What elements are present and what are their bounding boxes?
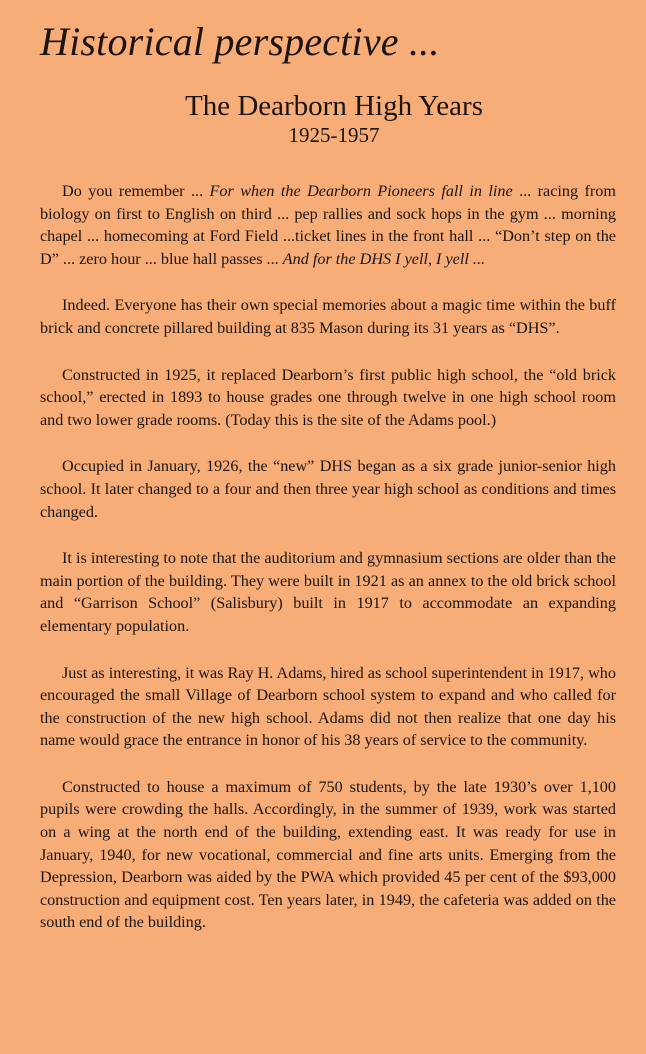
text-segment: Occupied in January, 1926, the “new” DHS began as a six grade junior-senior high school. It later changed to a four and then three year high school as conditions and times changed. <box>40 457 616 521</box>
text-segment: Constructed in 1925, it replaced Dearborn’s first public high school, the “old brick school,” erected in 1893 to house grades one through twelve in one high school room and two lower grade rooms. (Today this is the site of the Adams pool.) <box>40 365 616 429</box>
text-segment: Just as interesting, it was Ray H. Adams, hired as school superintendent in 1917, who encouraged the small Village of Dearborn school system to expand and who called for the construction of the new high school. Adams did not then realize that one day his name would grace the entrance in honor of his 38 years of service to the community. <box>40 663 616 750</box>
italic-text: For when the Dearborn Pioneers fall in line <box>209 182 513 200</box>
italic-text: And for the DHS I yell, I yell ... <box>282 249 486 268</box>
section-kicker: Historical perspective ... <box>40 19 440 64</box>
text-segment: Constructed to house a maximum of 750 students, by the late 1930’s over 1,100 pupils were crowding the halls. Accordingly, in the summer of 1939, work was started on a wing at the north end of the building, extending east. It was ready for use in January, 1940, for new vocational, commercial and fine arts units. Emerging from the Depression, Dearborn was aided by the PWA which provided 45 per cent of the $93,000 construction and equipment cost. Ten years later, in 1949, the cafeteria was added on the south end of the building. <box>40 777 616 932</box>
paragraph <box>40 776 616 934</box>
text-segment: It is interesting to note that the auditorium and gymnasium sections are older than the main portion of the building. They were built in 1921 as an annex to the old brick school and “Garrison School” (Salisbury) built in 1917 to accommodate an expanding elementary population. <box>40 549 616 635</box>
text-segment: Do you remember ... <box>62 182 210 200</box>
article-body <box>40 180 616 958</box>
paragraph <box>40 455 616 523</box>
article-years: 1925-1957 <box>288 123 380 147</box>
paragraph <box>40 364 616 432</box>
paragraph <box>40 662 616 752</box>
paragraph <box>40 180 616 270</box>
article-title: The Dearborn High Years <box>185 90 483 122</box>
paragraph <box>40 294 616 339</box>
text-segment: ... racing from biology on first to English on third ... pep rallies and sock hops in the gym ... morning chapel ... homecoming at Ford Field ...ticket lines in the front hall ... “Don’t step on the D” ... zero hour ... blue hall passes ... <box>40 182 616 268</box>
text-segment: Indeed. Everyone has their own special memories about a magic time within the buff brick and concrete pillared building at 835 Mason during its 31 years as “DHS”. <box>40 296 616 337</box>
paragraph <box>40 547 616 637</box>
